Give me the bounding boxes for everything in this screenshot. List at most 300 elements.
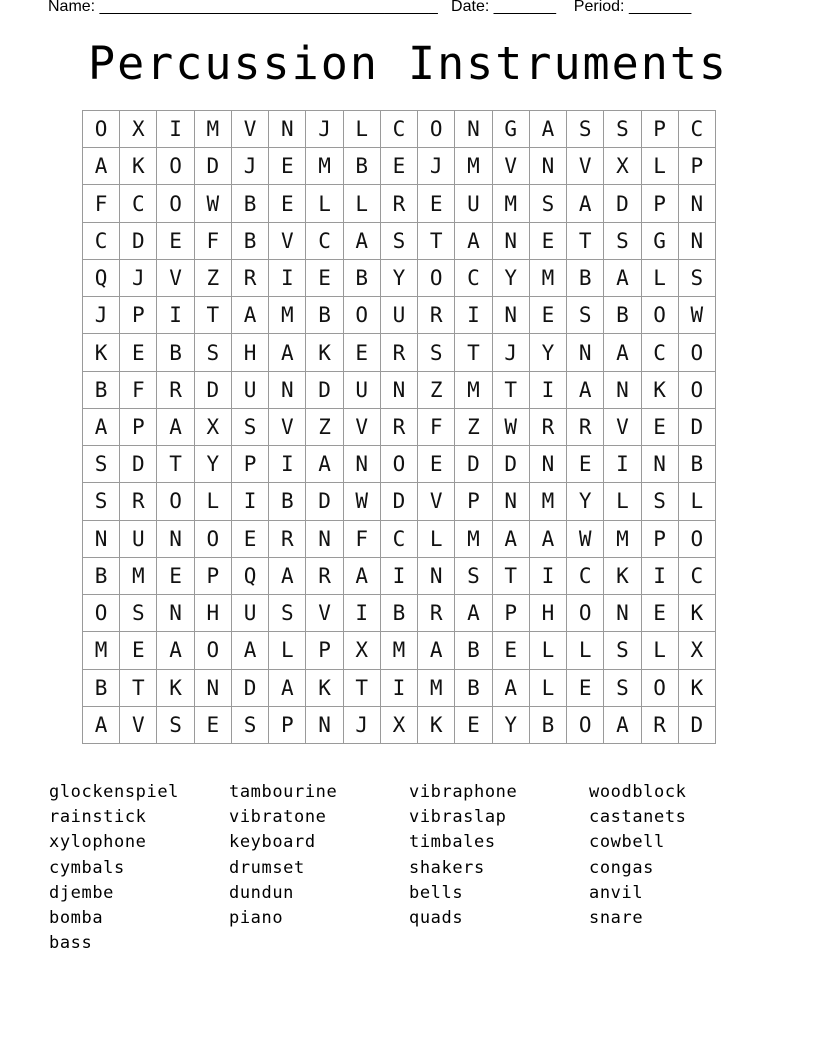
grid-cell: A bbox=[604, 259, 641, 296]
grid-cell: S bbox=[678, 259, 715, 296]
grid-cell: I bbox=[641, 557, 678, 594]
grid-cell: R bbox=[380, 185, 417, 222]
grid-cell: J bbox=[231, 148, 268, 185]
word-list-item: quads bbox=[409, 907, 464, 928]
grid-cell: D bbox=[492, 446, 529, 483]
grid-cell: S bbox=[231, 706, 268, 743]
grid-cell: I bbox=[343, 595, 380, 632]
grid-cell: M bbox=[120, 557, 157, 594]
grid-cell: X bbox=[678, 632, 715, 669]
word-list-item: shakers bbox=[409, 857, 485, 878]
grid-cell: L bbox=[604, 483, 641, 520]
grid-cell: M bbox=[269, 297, 306, 334]
grid-cell: C bbox=[120, 185, 157, 222]
word-list-item: rainstick bbox=[49, 807, 147, 828]
grid-cell: P bbox=[641, 185, 678, 222]
grid-cell: S bbox=[567, 297, 604, 334]
grid-cell: S bbox=[641, 483, 678, 520]
grid-cell: L bbox=[529, 632, 566, 669]
grid-cell: B bbox=[604, 297, 641, 334]
grid-cell: L bbox=[418, 520, 455, 557]
grid-cell: N bbox=[269, 371, 306, 408]
word-search-grid bbox=[82, 110, 716, 744]
grid-cell: T bbox=[343, 669, 380, 706]
word-list-item: bomba bbox=[49, 907, 104, 928]
grid-cell: N bbox=[455, 111, 492, 148]
grid-cell: I bbox=[269, 446, 306, 483]
grid-cell: E bbox=[380, 148, 417, 185]
grid-cell: T bbox=[418, 222, 455, 259]
word-list-item: xylophone bbox=[49, 832, 147, 853]
grid-cell: V bbox=[343, 408, 380, 445]
grid-cell: R bbox=[380, 334, 417, 371]
grid-cell: F bbox=[343, 520, 380, 557]
grid-cell: X bbox=[120, 111, 157, 148]
grid-cell: P bbox=[455, 483, 492, 520]
grid-cell: H bbox=[194, 595, 231, 632]
grid-cell: D bbox=[306, 483, 343, 520]
grid-cell: E bbox=[120, 632, 157, 669]
grid-cell: P bbox=[231, 446, 268, 483]
grid-cell: V bbox=[157, 259, 194, 296]
grid-row bbox=[83, 706, 716, 743]
grid-cell: A bbox=[604, 706, 641, 743]
grid-cell: Y bbox=[529, 334, 566, 371]
grid-cell: D bbox=[380, 483, 417, 520]
grid-cell: W bbox=[567, 520, 604, 557]
grid-cell: O bbox=[418, 259, 455, 296]
grid-cell: U bbox=[120, 520, 157, 557]
word-list-item: cymbals bbox=[49, 857, 125, 878]
grid-cell: V bbox=[306, 595, 343, 632]
grid-cell: X bbox=[194, 408, 231, 445]
grid-cell: O bbox=[678, 520, 715, 557]
grid-cell: A bbox=[529, 520, 566, 557]
grid-cell: P bbox=[641, 520, 678, 557]
grid-cell: N bbox=[492, 222, 529, 259]
grid-cell: B bbox=[157, 334, 194, 371]
grid-cell: Q bbox=[83, 259, 120, 296]
grid-cell: L bbox=[641, 148, 678, 185]
grid-cell: J bbox=[83, 297, 120, 334]
grid-cell: Y bbox=[194, 446, 231, 483]
grid-cell: E bbox=[157, 557, 194, 594]
grid-cell: O bbox=[343, 297, 380, 334]
word-list-item: keyboard bbox=[229, 832, 316, 853]
grid-cell: Z bbox=[306, 408, 343, 445]
grid-cell: P bbox=[492, 595, 529, 632]
grid-cell: C bbox=[306, 222, 343, 259]
grid-cell: D bbox=[120, 446, 157, 483]
grid-cell: A bbox=[83, 148, 120, 185]
grid-cell: R bbox=[231, 259, 268, 296]
grid-cell: O bbox=[678, 371, 715, 408]
grid-cell: A bbox=[529, 111, 566, 148]
grid-cell: E bbox=[194, 706, 231, 743]
grid-cell: B bbox=[83, 557, 120, 594]
grid-cell: B bbox=[343, 259, 380, 296]
grid-cell: K bbox=[418, 706, 455, 743]
grid-cell: I bbox=[157, 297, 194, 334]
grid-cell: B bbox=[529, 706, 566, 743]
grid-cell: H bbox=[529, 595, 566, 632]
grid-cell: J bbox=[120, 259, 157, 296]
grid-cell: V bbox=[231, 111, 268, 148]
page-title: Percussion Instruments bbox=[87, 37, 729, 90]
grid-cell: C bbox=[455, 259, 492, 296]
grid-cell: R bbox=[418, 595, 455, 632]
grid-cell: P bbox=[269, 706, 306, 743]
grid-cell: C bbox=[678, 111, 715, 148]
grid-cell: S bbox=[120, 595, 157, 632]
grid-cell: R bbox=[306, 557, 343, 594]
grid-cell: B bbox=[83, 669, 120, 706]
grid-cell: E bbox=[157, 222, 194, 259]
grid-cell: Y bbox=[492, 259, 529, 296]
grid-cell: G bbox=[641, 222, 678, 259]
grid-cell: E bbox=[567, 446, 604, 483]
grid-cell: N bbox=[343, 446, 380, 483]
grid-cell: M bbox=[455, 520, 492, 557]
grid-cell: B bbox=[455, 632, 492, 669]
grid-cell: P bbox=[678, 148, 715, 185]
grid-cell: M bbox=[604, 520, 641, 557]
word-list-item: glockenspiel bbox=[49, 782, 180, 802]
grid-cell: V bbox=[120, 706, 157, 743]
word-list-item: dundun bbox=[229, 882, 295, 903]
grid-cell: S bbox=[231, 408, 268, 445]
word-list-item: anvil bbox=[589, 882, 644, 903]
grid-cell: U bbox=[455, 185, 492, 222]
grid-cell: P bbox=[194, 557, 231, 594]
grid-cell: C bbox=[380, 111, 417, 148]
grid-cell: P bbox=[120, 408, 157, 445]
word-list-item: castanets bbox=[589, 807, 687, 828]
grid-cell: V bbox=[604, 408, 641, 445]
grid-cell: K bbox=[306, 334, 343, 371]
grid-cell: D bbox=[194, 148, 231, 185]
grid-row bbox=[83, 297, 716, 334]
grid-row bbox=[83, 520, 716, 557]
grid-cell: C bbox=[567, 557, 604, 594]
grid-cell: O bbox=[641, 297, 678, 334]
grid-cell: I bbox=[380, 669, 417, 706]
grid-cell: N bbox=[604, 595, 641, 632]
grid-cell: Y bbox=[380, 259, 417, 296]
grid-cell: C bbox=[641, 334, 678, 371]
grid-cell: O bbox=[641, 669, 678, 706]
grid-cell: I bbox=[157, 111, 194, 148]
grid-row bbox=[83, 557, 716, 594]
grid-cell: I bbox=[529, 371, 566, 408]
grid-cell: V bbox=[492, 148, 529, 185]
grid-cell: T bbox=[567, 222, 604, 259]
grid-cell: U bbox=[231, 595, 268, 632]
word-list-item: drumset bbox=[229, 857, 305, 878]
grid-cell: S bbox=[529, 185, 566, 222]
word-list-item: congas bbox=[589, 857, 655, 878]
grid-cell: A bbox=[604, 334, 641, 371]
grid-cell: N bbox=[157, 595, 194, 632]
grid-cell: B bbox=[306, 297, 343, 334]
grid-row bbox=[83, 259, 716, 296]
grid-cell: W bbox=[343, 483, 380, 520]
grid-cell: L bbox=[343, 185, 380, 222]
grid-cell: U bbox=[231, 371, 268, 408]
grid-cell: N bbox=[678, 185, 715, 222]
word-list-item: vibraphone bbox=[409, 782, 518, 802]
grid-cell: K bbox=[120, 148, 157, 185]
grid-cell: A bbox=[269, 334, 306, 371]
grid-cell: D bbox=[678, 706, 715, 743]
grid-cell: J bbox=[306, 111, 343, 148]
grid-cell: A bbox=[567, 371, 604, 408]
grid-cell: M bbox=[455, 148, 492, 185]
grid-cell: T bbox=[157, 446, 194, 483]
grid-cell: O bbox=[83, 595, 120, 632]
grid-cell: U bbox=[343, 371, 380, 408]
word-list-item: cowbell bbox=[589, 832, 665, 853]
grid-cell: B bbox=[455, 669, 492, 706]
grid-cell: O bbox=[83, 111, 120, 148]
grid-cell: M bbox=[194, 111, 231, 148]
grid-cell: O bbox=[567, 706, 604, 743]
grid-cell: K bbox=[641, 371, 678, 408]
grid-cell: S bbox=[157, 706, 194, 743]
grid-cell: E bbox=[529, 297, 566, 334]
grid-cell: A bbox=[157, 408, 194, 445]
grid-cell: Y bbox=[492, 706, 529, 743]
grid-cell: Z bbox=[194, 259, 231, 296]
grid-row bbox=[83, 483, 716, 520]
grid-cell: L bbox=[567, 632, 604, 669]
grid-cell: X bbox=[343, 632, 380, 669]
grid-row bbox=[83, 632, 716, 669]
grid-row bbox=[83, 669, 716, 706]
grid-row bbox=[83, 111, 716, 148]
grid-cell: R bbox=[120, 483, 157, 520]
grid-cell: A bbox=[343, 222, 380, 259]
grid-cell: N bbox=[492, 297, 529, 334]
grid-cell: M bbox=[455, 371, 492, 408]
grid-cell: W bbox=[492, 408, 529, 445]
grid-cell: D bbox=[604, 185, 641, 222]
grid-cell: E bbox=[529, 222, 566, 259]
grid-cell: O bbox=[380, 446, 417, 483]
grid-cell: X bbox=[380, 706, 417, 743]
grid-cell: I bbox=[231, 483, 268, 520]
grid-cell: K bbox=[83, 334, 120, 371]
grid-cell: O bbox=[157, 148, 194, 185]
grid-cell: D bbox=[455, 446, 492, 483]
word-list-item: vibratone bbox=[229, 807, 327, 828]
grid-cell: E bbox=[231, 520, 268, 557]
grid-cell: R bbox=[529, 408, 566, 445]
grid-cell: A bbox=[231, 297, 268, 334]
grid-cell: M bbox=[83, 632, 120, 669]
grid-cell: V bbox=[567, 148, 604, 185]
grid-cell: C bbox=[380, 520, 417, 557]
grid-cell: A bbox=[83, 408, 120, 445]
grid-cell: E bbox=[343, 334, 380, 371]
grid-row bbox=[83, 185, 716, 222]
grid-cell: E bbox=[641, 408, 678, 445]
grid-cell: L bbox=[678, 483, 715, 520]
grid-cell: R bbox=[380, 408, 417, 445]
grid-cell: A bbox=[157, 632, 194, 669]
grid-cell: S bbox=[83, 446, 120, 483]
grid-row bbox=[83, 408, 716, 445]
grid-cell: A bbox=[418, 632, 455, 669]
grid-row bbox=[83, 371, 716, 408]
grid-cell: Z bbox=[455, 408, 492, 445]
grid-cell: K bbox=[604, 557, 641, 594]
grid-cell: N bbox=[678, 222, 715, 259]
grid-cell: Y bbox=[567, 483, 604, 520]
grid-cell: N bbox=[83, 520, 120, 557]
grid-cell: T bbox=[492, 557, 529, 594]
grid-cell: M bbox=[529, 259, 566, 296]
grid-cell: A bbox=[269, 669, 306, 706]
grid-cell: N bbox=[529, 446, 566, 483]
word-list bbox=[49, 780, 769, 956]
grid-cell: R bbox=[567, 408, 604, 445]
grid-row bbox=[83, 222, 716, 259]
grid-cell: N bbox=[157, 520, 194, 557]
grid-cell: R bbox=[269, 520, 306, 557]
grid-cell: E bbox=[120, 334, 157, 371]
grid-cell: I bbox=[380, 557, 417, 594]
word-list-item: bells bbox=[409, 882, 464, 903]
grid-cell: X bbox=[604, 148, 641, 185]
grid-cell: N bbox=[641, 446, 678, 483]
grid-cell: M bbox=[418, 669, 455, 706]
grid-cell: E bbox=[306, 259, 343, 296]
word-list-item: tambourine bbox=[229, 782, 338, 802]
grid-cell: N bbox=[306, 520, 343, 557]
grid-cell: A bbox=[567, 185, 604, 222]
grid-cell: D bbox=[194, 371, 231, 408]
grid-cell: N bbox=[306, 706, 343, 743]
grid-cell: I bbox=[455, 297, 492, 334]
grid-cell: S bbox=[604, 632, 641, 669]
grid-cell: A bbox=[83, 706, 120, 743]
grid-cell: E bbox=[269, 185, 306, 222]
grid-cell: S bbox=[604, 669, 641, 706]
grid-cell: J bbox=[343, 706, 380, 743]
grid-cell: P bbox=[641, 111, 678, 148]
grid-cell: N bbox=[567, 334, 604, 371]
grid-cell: E bbox=[418, 446, 455, 483]
grid-row bbox=[83, 334, 716, 371]
grid-cell: N bbox=[529, 148, 566, 185]
grid-cell: V bbox=[269, 222, 306, 259]
grid-cell: E bbox=[567, 669, 604, 706]
grid-cell: F bbox=[120, 371, 157, 408]
grid-cell: A bbox=[455, 595, 492, 632]
grid-cell: O bbox=[157, 185, 194, 222]
grid-cell: E bbox=[269, 148, 306, 185]
grid-cell: A bbox=[455, 222, 492, 259]
grid-cell: B bbox=[678, 446, 715, 483]
grid-cell: S bbox=[83, 483, 120, 520]
grid-cell: B bbox=[380, 595, 417, 632]
grid-cell: S bbox=[269, 595, 306, 632]
grid-cell: V bbox=[418, 483, 455, 520]
grid-cell: K bbox=[306, 669, 343, 706]
grid-cell: N bbox=[492, 483, 529, 520]
grid-cell: T bbox=[492, 371, 529, 408]
grid-cell: I bbox=[529, 557, 566, 594]
grid-cell: L bbox=[529, 669, 566, 706]
grid-row bbox=[83, 595, 716, 632]
word-list-item: bass bbox=[49, 933, 93, 954]
grid-cell: K bbox=[157, 669, 194, 706]
grid-cell: E bbox=[641, 595, 678, 632]
grid-cell: A bbox=[492, 669, 529, 706]
grid-cell: M bbox=[529, 483, 566, 520]
grid-cell: B bbox=[567, 259, 604, 296]
grid-cell: B bbox=[231, 185, 268, 222]
grid-cell: I bbox=[269, 259, 306, 296]
grid-cell: R bbox=[157, 371, 194, 408]
grid-cell: S bbox=[194, 334, 231, 371]
grid-cell: B bbox=[269, 483, 306, 520]
grid-cell: B bbox=[83, 371, 120, 408]
grid-cell: L bbox=[641, 259, 678, 296]
grid-row bbox=[83, 446, 716, 483]
grid-cell: S bbox=[418, 334, 455, 371]
grid-cell: I bbox=[604, 446, 641, 483]
grid-cell: K bbox=[678, 595, 715, 632]
grid-cell: N bbox=[418, 557, 455, 594]
grid-cell: C bbox=[678, 557, 715, 594]
grid-cell: O bbox=[567, 595, 604, 632]
word-list-item: djembe bbox=[49, 882, 115, 903]
grid-cell: S bbox=[380, 222, 417, 259]
word-list-item: timbales bbox=[409, 832, 496, 853]
grid-cell: L bbox=[343, 111, 380, 148]
grid-cell: F bbox=[194, 222, 231, 259]
grid-cell: T bbox=[120, 669, 157, 706]
grid-cell: S bbox=[455, 557, 492, 594]
grid-cell: Q bbox=[231, 557, 268, 594]
word-list-item: woodblock bbox=[589, 782, 687, 802]
grid-cell: J bbox=[418, 148, 455, 185]
grid-cell: O bbox=[194, 520, 231, 557]
grid-cell: V bbox=[269, 408, 306, 445]
grid-cell: O bbox=[678, 334, 715, 371]
grid-cell: N bbox=[380, 371, 417, 408]
grid-cell: F bbox=[418, 408, 455, 445]
grid-cell: A bbox=[343, 557, 380, 594]
grid-cell: W bbox=[678, 297, 715, 334]
grid-cell: A bbox=[269, 557, 306, 594]
grid-cell: D bbox=[231, 669, 268, 706]
grid-cell: K bbox=[678, 669, 715, 706]
grid-cell: S bbox=[604, 222, 641, 259]
grid-cell: P bbox=[306, 632, 343, 669]
grid-cell: J bbox=[492, 334, 529, 371]
grid-cell: E bbox=[455, 706, 492, 743]
grid-cell: H bbox=[231, 334, 268, 371]
grid-cell: D bbox=[678, 408, 715, 445]
grid-cell: M bbox=[306, 148, 343, 185]
grid-cell: R bbox=[641, 706, 678, 743]
grid-cell: E bbox=[418, 185, 455, 222]
grid-cell: G bbox=[492, 111, 529, 148]
grid-cell: N bbox=[194, 669, 231, 706]
